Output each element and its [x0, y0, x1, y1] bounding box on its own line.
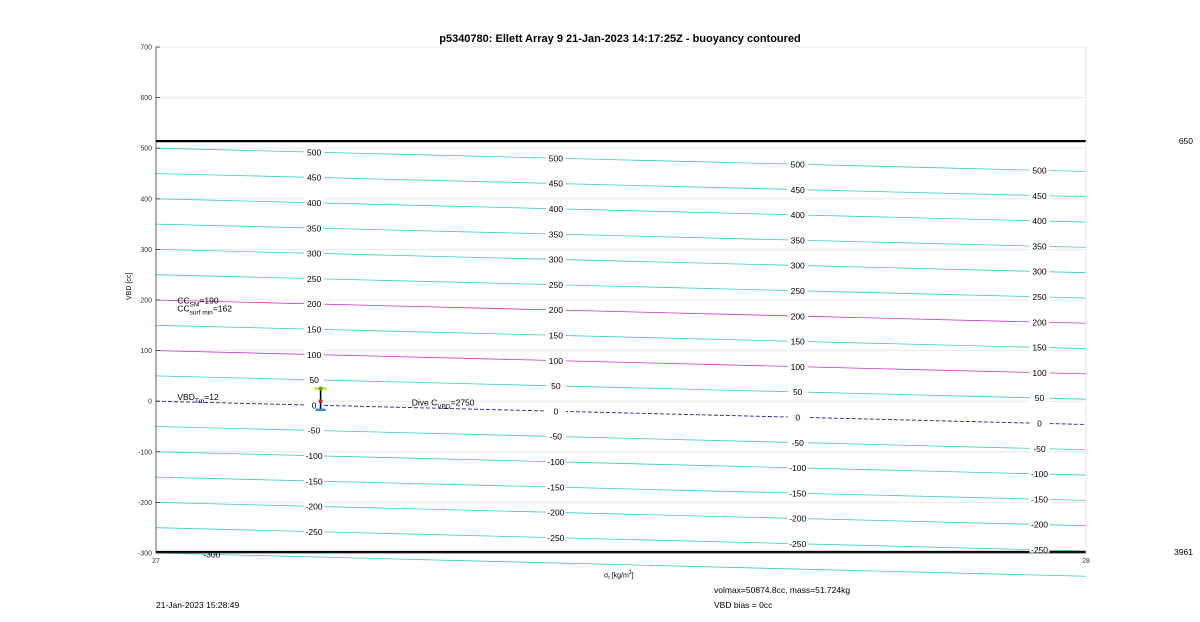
- annotation-cc-1: $CC_{surf min}=162$: [177, 303, 232, 317]
- contour-label-0-150: 150: [307, 324, 322, 335]
- contour-label-2-0: 0: [795, 412, 801, 423]
- contour-label-2--100: -100: [789, 463, 807, 474]
- y-axis-label: VBD [cc]: [126, 272, 133, 300]
- contour-label-3-250: 250: [1032, 292, 1047, 303]
- contour-label-3-300: 300: [1032, 266, 1047, 277]
- x-tick-label-28: 28: [1082, 558, 1090, 565]
- contour-label-2-100: 100: [790, 361, 805, 372]
- contour-label-0-350: 350: [307, 223, 322, 234]
- y-tick-label-700: 700: [140, 44, 152, 52]
- x-axis-label-sup: 3: [628, 570, 632, 576]
- contour-label-2-200: 200: [790, 311, 805, 322]
- contour-label-1-150: 150: [548, 330, 563, 341]
- x-axis-label-close: ]: [631, 572, 634, 580]
- contour-label-2--150: -150: [789, 488, 807, 499]
- contour-label-1-250: 250: [548, 279, 563, 290]
- contour-label-0--150: -150: [305, 476, 323, 487]
- contour-label-3-0: 0: [1037, 418, 1042, 429]
- contour-label-2-150: 150: [790, 336, 805, 347]
- contour-label-2--200: -200: [789, 513, 807, 524]
- contour-label-1-500: 500: [548, 153, 563, 164]
- annotation-cc-0: $CC_{SM}=190$: [177, 295, 219, 309]
- contour-label-3--150: -150: [1030, 494, 1049, 505]
- y-tick-label--100: -100: [137, 449, 152, 457]
- contour-label-3-100: 100: [1032, 367, 1047, 378]
- data-marker-zero-point: [319, 399, 323, 403]
- contour-label-1--50: -50: [549, 431, 563, 442]
- contour-label-0-500: 500: [307, 147, 322, 158]
- contour-label-2--50: -50: [791, 437, 804, 448]
- contour-label-1--150: -150: [547, 482, 565, 493]
- contour-label-extra--300: -300: [203, 549, 221, 560]
- contour-label-3--200: -200: [1030, 519, 1049, 530]
- contour-label-2-450: 450: [790, 184, 805, 195]
- y-tick-label--200: -200: [137, 499, 152, 507]
- contour-label-3-150: 150: [1032, 342, 1047, 353]
- contour-label-2-400: 400: [790, 210, 805, 221]
- contour-label-0--200: -200: [305, 501, 323, 512]
- vbd-bias-text: VBD bias = 0cc: [714, 600, 773, 610]
- contour-label-1-400: 400: [548, 204, 563, 215]
- contour-label-0-0: 0: [311, 400, 317, 411]
- contour-label-0-300: 300: [307, 248, 322, 259]
- contour-label-1-50: 50: [551, 381, 561, 392]
- contour-label-0-50: 50: [309, 375, 319, 386]
- contour-label-3-200: 200: [1032, 317, 1047, 328]
- contour-label-1--250: -250: [547, 532, 565, 543]
- contour-label-1-100: 100: [548, 355, 563, 366]
- annotation-vbd-2: $VBD_{Tm}=12$: [177, 392, 219, 406]
- volmax-mass-text: volmax=50874.8cc, mass=51.724kg: [714, 585, 851, 595]
- contour-label-3-450: 450: [1032, 190, 1047, 201]
- timestamp-text: 21-Jan-2023 15:28:49: [156, 600, 240, 610]
- contour-label-2-300: 300: [790, 260, 805, 271]
- contour-label-0-450: 450: [307, 172, 322, 183]
- contour-label-3-350: 350: [1032, 241, 1047, 252]
- contour-label-2-350: 350: [790, 235, 805, 246]
- y-tick-label-500: 500: [140, 145, 152, 153]
- contour-label-0-400: 400: [307, 197, 322, 208]
- y-tick-label-0: 0: [148, 398, 152, 406]
- contour-label-2-50: 50: [792, 387, 803, 398]
- contour-label-0-100: 100: [307, 349, 322, 360]
- contour-label-0-200: 200: [307, 299, 322, 310]
- contour-label-1--100: -100: [547, 457, 565, 468]
- contour-label-3-500: 500: [1032, 165, 1047, 176]
- x-axis-label-main: σ: [604, 572, 609, 580]
- x-axis-label-unit: [kg/m: [609, 572, 629, 580]
- x-axis-label: [604, 570, 634, 582]
- contour-label-3--50: -50: [1033, 443, 1046, 454]
- contour-label-2--250: -250: [789, 538, 807, 549]
- y-tick-label-600: 600: [140, 95, 152, 103]
- y-tick-label-100: 100: [140, 348, 152, 356]
- bold-line-right-label-1: 3961: [1174, 546, 1193, 557]
- contour-label-3-50: 50: [1034, 393, 1045, 404]
- contour-label-3--100: -100: [1030, 469, 1049, 480]
- chart-title: p5340780: Ellett Array 9 21-Jan-2023 14:17:25Z - buoyancy contoured: [439, 33, 801, 45]
- y-tick-label--300: -300: [137, 550, 152, 558]
- contour-label-0--250: -250: [305, 526, 323, 537]
- contour-label-1--200: -200: [547, 507, 565, 518]
- contour-label-0--100: -100: [305, 450, 323, 461]
- data-marker-top-point: [319, 387, 323, 391]
- x-tick-label-27: 27: [152, 558, 160, 565]
- contour-label-1-350: 350: [548, 229, 563, 240]
- contour-label-2-500: 500: [790, 159, 805, 170]
- contour-label-3-400: 400: [1032, 216, 1047, 227]
- contour-label-1-300: 300: [548, 254, 563, 265]
- contour-label-2-250: 250: [790, 285, 805, 296]
- y-tick-label-400: 400: [140, 196, 152, 204]
- contour-label-3--250: -250: [1030, 545, 1049, 556]
- bold-line-right-label-0: 650: [1178, 136, 1193, 147]
- dive-cvbd-annotation: Dive $C_{VBD}=2750$: [411, 397, 475, 411]
- contour-label-1-200: 200: [548, 305, 563, 316]
- y-tick-label-200: 200: [140, 297, 152, 305]
- contour-label-0-250: 250: [307, 273, 322, 284]
- y-tick-label-300: 300: [140, 246, 152, 254]
- contour-label-0--50: -50: [307, 425, 321, 436]
- contour-label-1-0: 0: [553, 406, 559, 417]
- contour-label-1-450: 450: [548, 178, 563, 189]
- x-axis-label-sub: t: [608, 575, 610, 582]
